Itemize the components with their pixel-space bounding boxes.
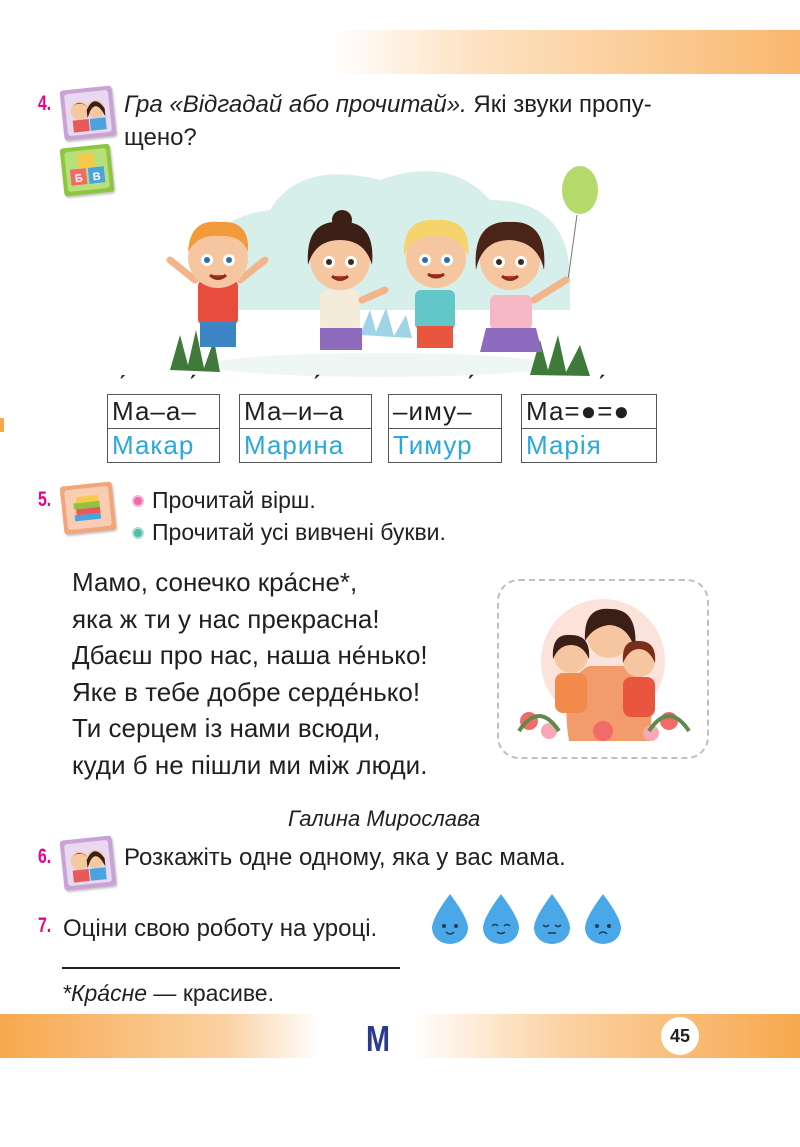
masked-word: Ма=●=● (526, 396, 631, 426)
task4-number: 4. (38, 92, 52, 115)
task7-number: 7. (38, 914, 52, 937)
footnote-term: *Кра́сне (62, 980, 148, 1006)
full-word: Тимур (393, 430, 473, 460)
books-icon (60, 481, 117, 534)
full-word: Макар (112, 430, 195, 460)
task6-number: 6. (38, 845, 52, 868)
word-card-makar (107, 394, 220, 463)
content-drop-icon[interactable] (481, 892, 521, 944)
footnote (62, 980, 274, 1007)
bullet-text: Прочитай усі вивчені букви. (152, 519, 446, 545)
pink-bullet-icon (132, 495, 144, 507)
svg-text:Б: Б (74, 172, 84, 186)
publisher-logo: M (366, 1018, 390, 1059)
poem-line: яка ж ти у нас прекрасна! (72, 603, 380, 634)
task4-question-line1: Які звуки пропу- (466, 91, 652, 118)
bullet-text: Прочитай вірш. (152, 487, 316, 513)
bottom-decor-band-left (0, 1014, 320, 1058)
word-card-top (522, 395, 657, 429)
poem (72, 564, 428, 783)
masked-word: –иму– (393, 396, 473, 426)
side-marker (0, 418, 4, 432)
word-card-bottom (389, 429, 502, 463)
word-card-bottom (522, 429, 657, 463)
poem-author: Галина Мирослава (288, 806, 481, 831)
task5-number: 5. (38, 488, 52, 511)
full-word: Марія (526, 430, 602, 460)
task7-text: Оціни свою роботу на уроці. (63, 915, 378, 942)
footnote-divider (62, 967, 400, 969)
word-card-mariia (521, 394, 657, 463)
stress-mark: ˊ (188, 370, 198, 401)
task5-bullet-1 (132, 484, 316, 517)
word-card-tymur (388, 394, 502, 463)
masked-word: Ма–а– (112, 396, 197, 426)
happy-drop-icon[interactable] (430, 892, 470, 944)
stress-mark: ˊ (312, 370, 322, 401)
word-card-top (240, 395, 372, 429)
pair-work-icon (60, 835, 117, 890)
sad-drop-icon[interactable] (583, 892, 623, 944)
word-card-bottom (240, 429, 372, 463)
full-word: Марина (244, 430, 345, 460)
word-card-bottom (108, 429, 220, 463)
mother-children-illustration (497, 579, 709, 759)
page-number: 45 (661, 1017, 699, 1055)
masked-word: Ма–и–а (244, 396, 345, 426)
stress-mark: ˊ (597, 370, 607, 401)
task5-bullet-2 (132, 516, 446, 549)
stress-mark: ˊ (466, 370, 476, 401)
task6-text: Розкажіть одне одному, яка у вас мама. (124, 844, 566, 871)
task4-instruction (124, 88, 652, 154)
word-card-top (108, 395, 220, 429)
game-title: Гра «Відгадай або прочитай». (124, 91, 467, 118)
poem-line: Мамо, сонечко кра́сне*, (72, 567, 358, 597)
svg-text:В: В (92, 170, 102, 184)
word-card-maryna (239, 394, 372, 463)
poem-line: Дбаєш про нас, наша не́нько! (72, 640, 428, 670)
letter-blocks-icon (60, 144, 115, 197)
top-decor-band (330, 30, 800, 74)
bottom-decor-band-right (410, 1014, 800, 1058)
pair-work-icon (60, 85, 117, 140)
sleepy-drop-icon[interactable] (532, 892, 572, 944)
word-card-top (389, 395, 502, 429)
poem-line: Яке в тебе добре серде́нько! (72, 676, 421, 707)
children-illustration (150, 160, 610, 385)
poem-line: Ти серцем із нами всюди, (72, 713, 381, 743)
poem-line: куди б не пішли ми між люди. (72, 749, 428, 780)
teal-bullet-icon (132, 527, 144, 539)
task4-question-line2: щено? (124, 124, 197, 151)
self-rating-drops (430, 892, 623, 944)
footnote-definition: — красиве. (147, 980, 274, 1006)
